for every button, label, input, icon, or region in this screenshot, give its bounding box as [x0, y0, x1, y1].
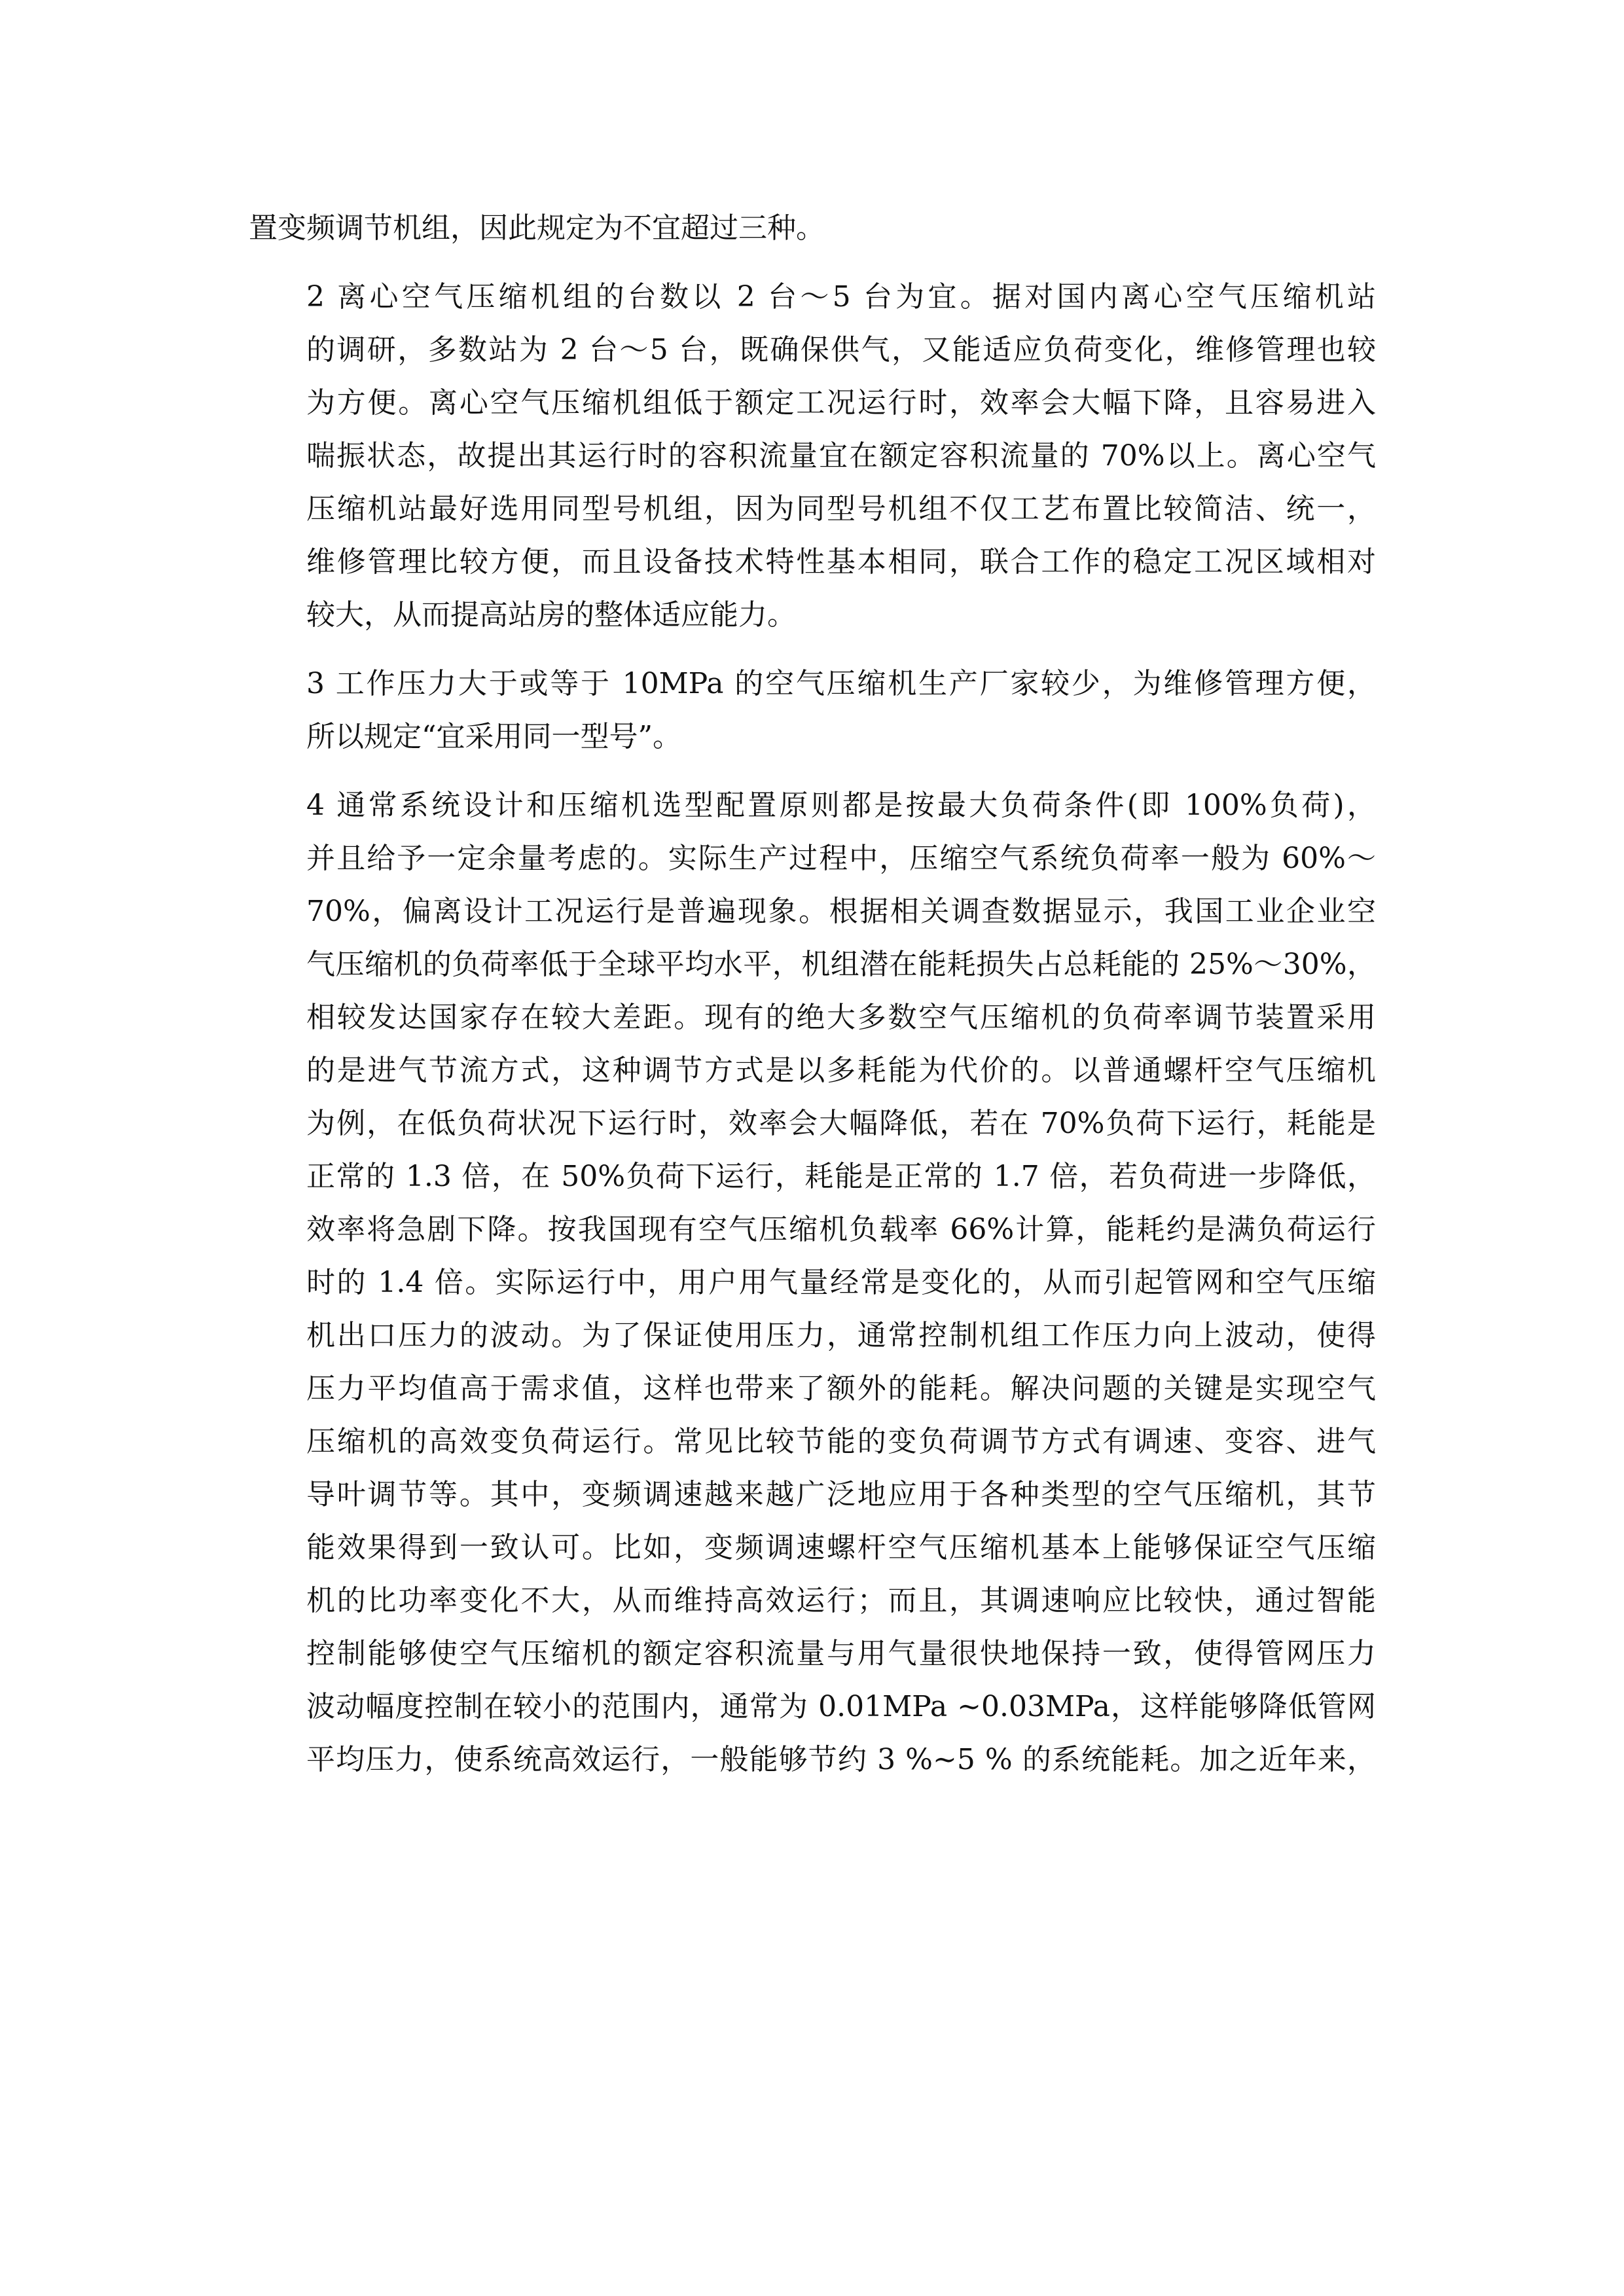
text-line: 所以规定“宜采用同一型号”。	[306, 720, 681, 753]
text-line: 2 离心空气压缩机组的台数以 2 台～5 台为宜。据对国内离心空气压缩机站	[306, 280, 1376, 314]
text-line: 机的比功率变化不大，从而维持高效运行；而且，其调速响应比较快，通过智能	[306, 1584, 1376, 1617]
text-line: 压缩机站最好选用同型号机组，因为同型号机组不仅工艺布置比较简洁、统一，	[306, 492, 1376, 526]
body-text	[249, 202, 1376, 1802]
text-line: 4 通常系统设计和压缩机选型配置原则都是按最大负荷条件(即 100%负荷)，	[306, 789, 1376, 822]
paragraph-continuation	[249, 202, 1376, 255]
paragraph-item-2	[249, 270, 1376, 641]
text-line: 波动幅度控制在较小的范围内，通常为 0.01MPa ~0.03MPa，这样能够降低管网	[306, 1690, 1376, 1723]
text-line: 的是进气节流方式，这种调节方式是以多耗能为代价的。以普通螺杆空气压缩机	[306, 1054, 1376, 1087]
text-line: 置变频调节机组，因此规定为不宜超过三种。	[249, 211, 825, 245]
text-line: 较大，从而提高站房的整体适应能力。	[306, 598, 796, 632]
text-line: 效率将急剧下降。按我国现有空气压缩机负载率 66%计算，能耗约是满负荷运行	[306, 1213, 1376, 1246]
text-line: 导叶调节等。其中，变频调速越来越广泛地应用于各种类型的空气压缩机，其节	[306, 1478, 1376, 1511]
text-line: 正常的 1.3 倍，在 50%负荷下运行，耗能是正常的 1.7 倍，若负荷进一步降低，	[306, 1160, 1376, 1193]
text-line: 70%，偏离设计工况运行是普遍现象。根据相关调查数据显示，我国工业企业空	[306, 895, 1376, 928]
text-line: 时的 1.4 倍。实际运行中，用户用气量经常是变化的，从而引起管网和空气压缩	[306, 1266, 1376, 1299]
text-line: 3 工作压力大于或等于 10MPa 的空气压缩机生产厂家较少，为维修管理方便，	[306, 667, 1376, 700]
text-line: 压力平均值高于需求值，这样也带来了额外的能耗。解决问题的关键是实现空气	[306, 1372, 1376, 1405]
text-line: 平均压力，使系统高效运行，一般能够节约 3 %~5 % 的系统能耗。加之近年来，	[306, 1743, 1376, 1776]
text-line: 为例，在低负荷状况下运行时，效率会大幅降低，若在 70%负荷下运行，耗能是	[306, 1107, 1376, 1140]
text-line: 维修管理比较方便，而且设备技术特性基本相同，联合工作的稳定工况区域相对	[306, 545, 1376, 579]
paragraph-item-4	[249, 779, 1376, 1786]
text-line: 气压缩机的负荷率低于全球平均水平，机组潜在能耗损失占总耗能的 25%～30%，	[306, 948, 1376, 981]
text-line: 的调研，多数站为 2 台～5 台，既确保供气，又能适应负荷变化，维修管理也较	[306, 333, 1376, 367]
text-line: 为方便。离心空气压缩机组低于额定工况运行时，效率会大幅下降，且容易进入	[306, 386, 1376, 420]
text-line: 机出口压力的波动。为了保证使用压力，通常控制机组工作压力向上波动，使得	[306, 1319, 1376, 1352]
text-line: 并且给予一定余量考虑的。实际生产过程中，压缩空气系统负荷率一般为 60%～	[306, 842, 1376, 875]
text-line: 能效果得到一致认可。比如，变频调速螺杆空气压缩机基本上能够保证空气压缩	[306, 1531, 1376, 1564]
text-line: 控制能够使空气压缩机的额定容积流量与用气量很快地保持一致，使得管网压力	[306, 1637, 1376, 1670]
text-line: 压缩机的高效变负荷运行。常见比较节能的变负荷调节方式有调速、变容、进气	[306, 1425, 1376, 1458]
text-line: 喘振状态，故提出其运行时的容积流量宜在额定容积流量的 70%以上。离心空气	[306, 439, 1376, 473]
text-line: 相较发达国家存在较大差距。现有的绝大多数空气压缩机的负荷率调节装置采用	[306, 1001, 1376, 1034]
paragraph-item-3	[249, 657, 1376, 763]
